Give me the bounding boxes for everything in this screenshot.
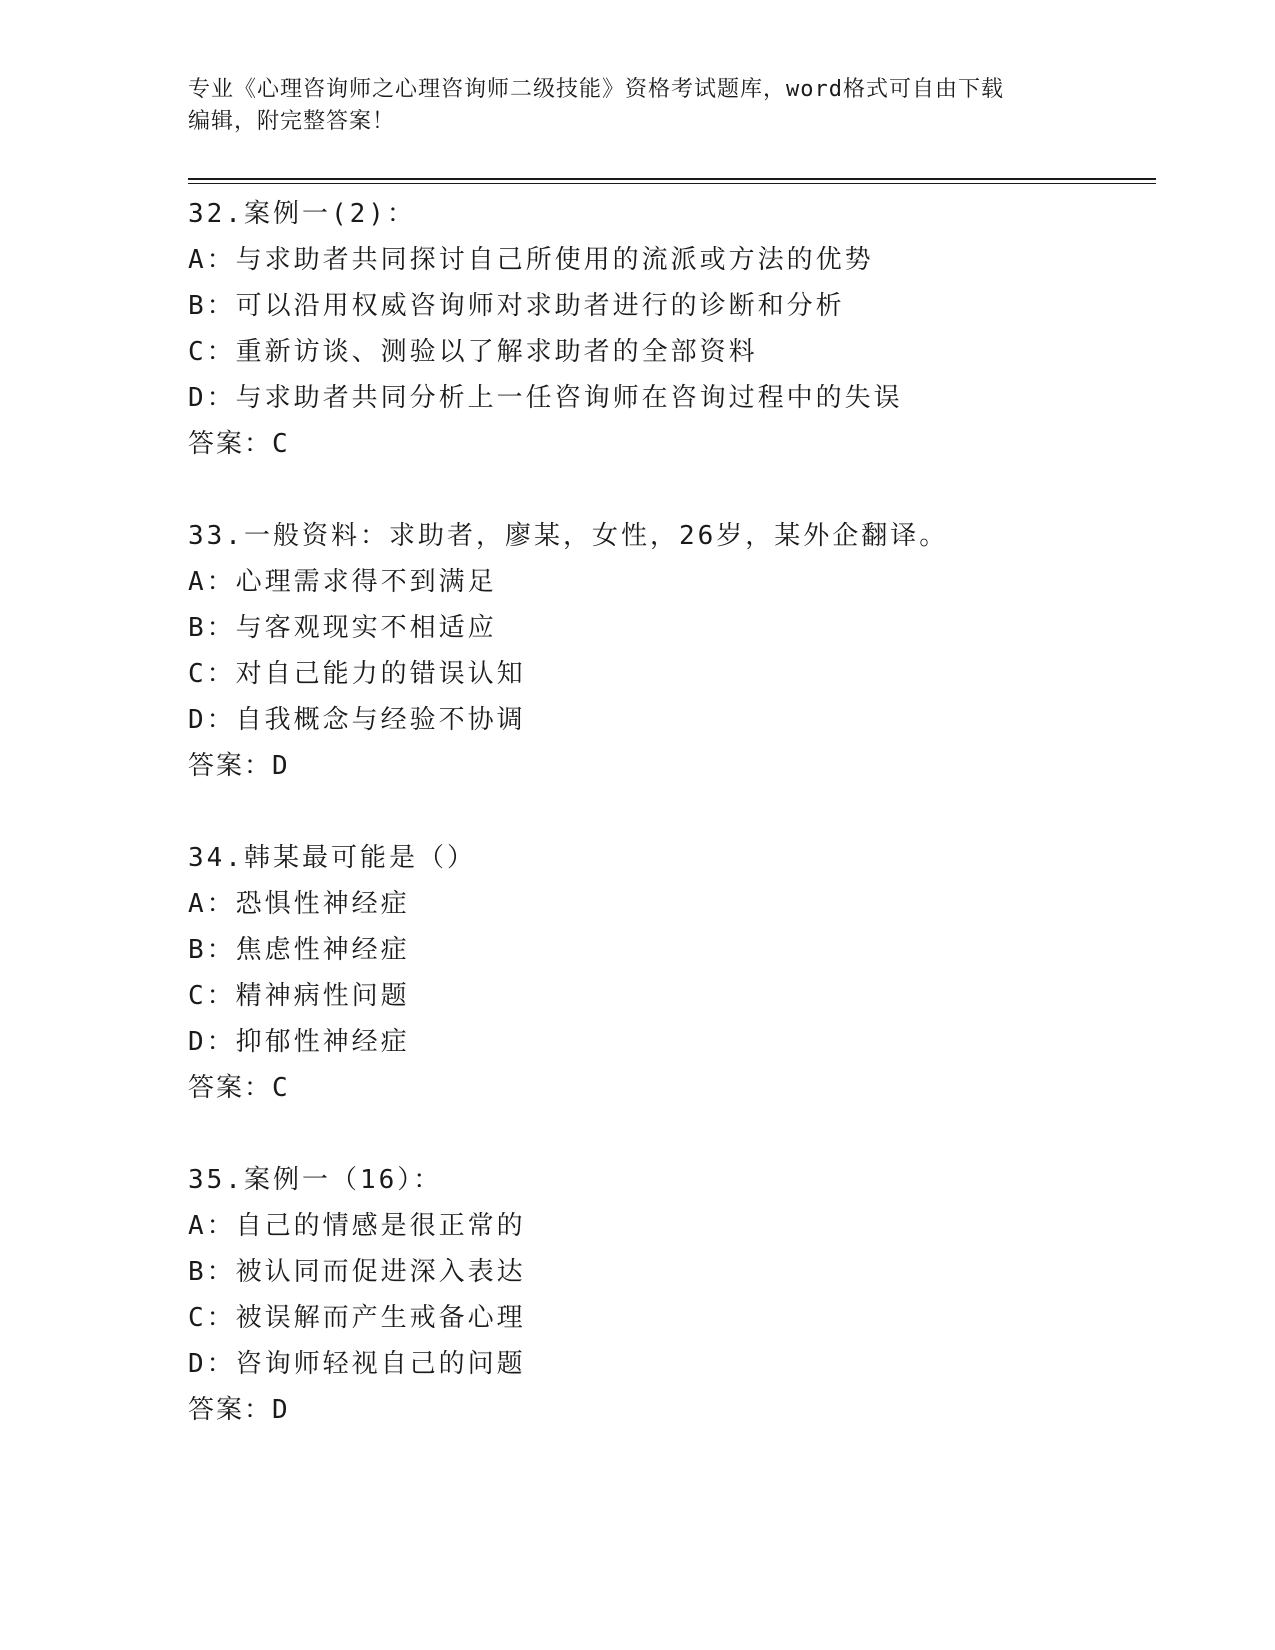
document-header — [188, 74, 1088, 138]
question-title: 32.案例一(2)： — [188, 199, 416, 229]
answer-label: 答案： — [188, 429, 273, 459]
answer-value: C — [272, 429, 288, 459]
answer-value: D — [272, 751, 288, 781]
answer-row — [188, 421, 1156, 467]
option-d: D：抑郁性神经症 — [188, 1027, 410, 1057]
answer-label: 答案： — [188, 1395, 273, 1425]
header-line-2: 编辑，附完整答案！ — [188, 109, 396, 134]
question-title: 34.韩某最可能是（） — [188, 843, 476, 873]
option-b: B：与客观现实不相适应 — [188, 613, 497, 643]
header-rule-thick — [188, 178, 1156, 180]
option-d: D：自我概念与经验不协调 — [188, 705, 526, 735]
answer-row — [188, 1387, 1156, 1433]
answer-row — [188, 1065, 1156, 1111]
header-rule-thin — [188, 183, 1156, 184]
option-c: C：精神病性问题 — [188, 981, 410, 1011]
option-b: B：焦虑性神经症 — [188, 935, 410, 965]
question-title: 33.一般资料：求助者，廖某，女性，26岁，某外企翻译。 — [188, 521, 949, 551]
question-list — [188, 191, 1156, 1479]
answer-value: C — [272, 1073, 288, 1103]
option-d: D：与求助者共同分析上一任咨询师在咨询过程中的失误 — [188, 383, 903, 413]
option-c: C：对自己能力的错误认知 — [188, 659, 526, 689]
option-a: A：心理需求得不到满足 — [188, 567, 497, 597]
answer-label: 答案： — [188, 751, 273, 781]
option-a: A：自己的情感是很正常的 — [188, 1211, 526, 1241]
question-34 — [188, 835, 1156, 1111]
header-line-1: 专业《心理咨询师之心理咨询师二级技能》资格考试题库，word格式可自由下载 — [188, 77, 1004, 102]
option-d: D：咨询师轻视自己的问题 — [188, 1349, 526, 1379]
question-title: 35.案例一（16）： — [188, 1165, 443, 1195]
answer-row — [188, 743, 1156, 789]
option-c: C：重新访谈、测验以了解求助者的全部资料 — [188, 337, 758, 367]
question-33 — [188, 513, 1156, 789]
answer-value: D — [272, 1395, 288, 1425]
question-35 — [188, 1157, 1156, 1433]
option-b: B：被认同而促进深入表达 — [188, 1257, 526, 1287]
option-b: B：可以沿用权威咨询师对求助者进行的诊断和分析 — [188, 291, 845, 321]
option-a: A：与求助者共同探讨自己所使用的流派或方法的优势 — [188, 245, 874, 275]
answer-label: 答案： — [188, 1073, 273, 1103]
option-c: C：被误解而产生戒备心理 — [188, 1303, 526, 1333]
question-32 — [188, 191, 1156, 467]
option-a: A：恐惧性神经症 — [188, 889, 410, 919]
